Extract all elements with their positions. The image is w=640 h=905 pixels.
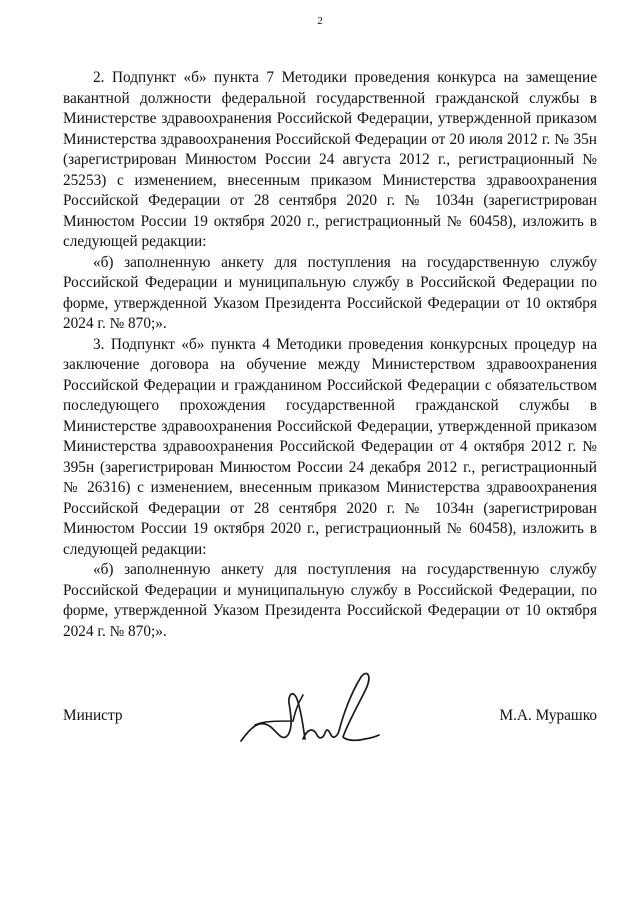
signature-block [63,655,597,765]
paragraph-item-3-quote: «б) заполненную анкету для поступления на государственную службу Российской Федерации и муниципальную службу в Российской Федерации, по форме, утвержденной Указом Президента Российской Федерации от 10 октября 2024 г. № 870;». [63,561,597,640]
paragraph-item-3: 3. Подпункт «б» пункта 4 Методики проведения конкурсных процедур на заключение договора на обучение между Министерством здравоохранения Российской Федерации и гражданином Российской Федерации с обязательством последующего прохождения государственной гражданской службы в Министерстве здравоохранения Российской Федерации, утвержденной приказом Министерства здравоохранения Российской Федерации от 4 октября 2012 г. № 395н (зарегистрирован Минюстом России 24 декабря 2012 г., регистрационный № 26316) с изменением, внесенным приказом Министерства здравоохранения Российской Федерации от 28 сентября 2020 г. № 1034н (зарегистрирован Минюстом России 19 октября 2020 г., регистрационный № 60458), изложить в следующей редакции: [63,335,597,558]
signatory-title: Министр [63,707,123,724]
signatory-name: М.А. Мурашко [499,707,597,724]
document-body [63,68,597,642]
page-number: 2 [317,15,323,27]
handwritten-signature-icon [233,655,383,755]
paragraph-item-2: 2. Подпункт «б» пункта 7 Методики проведения конкурса на замещение вакантной должности федеральной государственной гражданской службы в Министерстве здравоохранения Российской Федерации, утвержденной приказом Министерства здравоохранения Российской Федерации от 20 июля 2012 г. № 35н (зарегистрирован Минюстом России 24 августа 2012 г., регистрационный № 25253) с изменением, внесенным приказом Министерства здравоохранения Российской Федерации от 28 сентября 2020 г. № 1034н (зарегистрирован Минюстом России 19 октября 2020 г., регистрационный № 60458), изложить в следующей редакции: [63,69,597,250]
paragraph-item-2-quote: «б) заполненную анкету для поступления на государственную службу Российской Федерации и муниципальную службу в Российской Федерации по форме, утвержденной Указом Президента Российской Федерации от 10 октября 2024 г. № 870;». [63,253,597,332]
